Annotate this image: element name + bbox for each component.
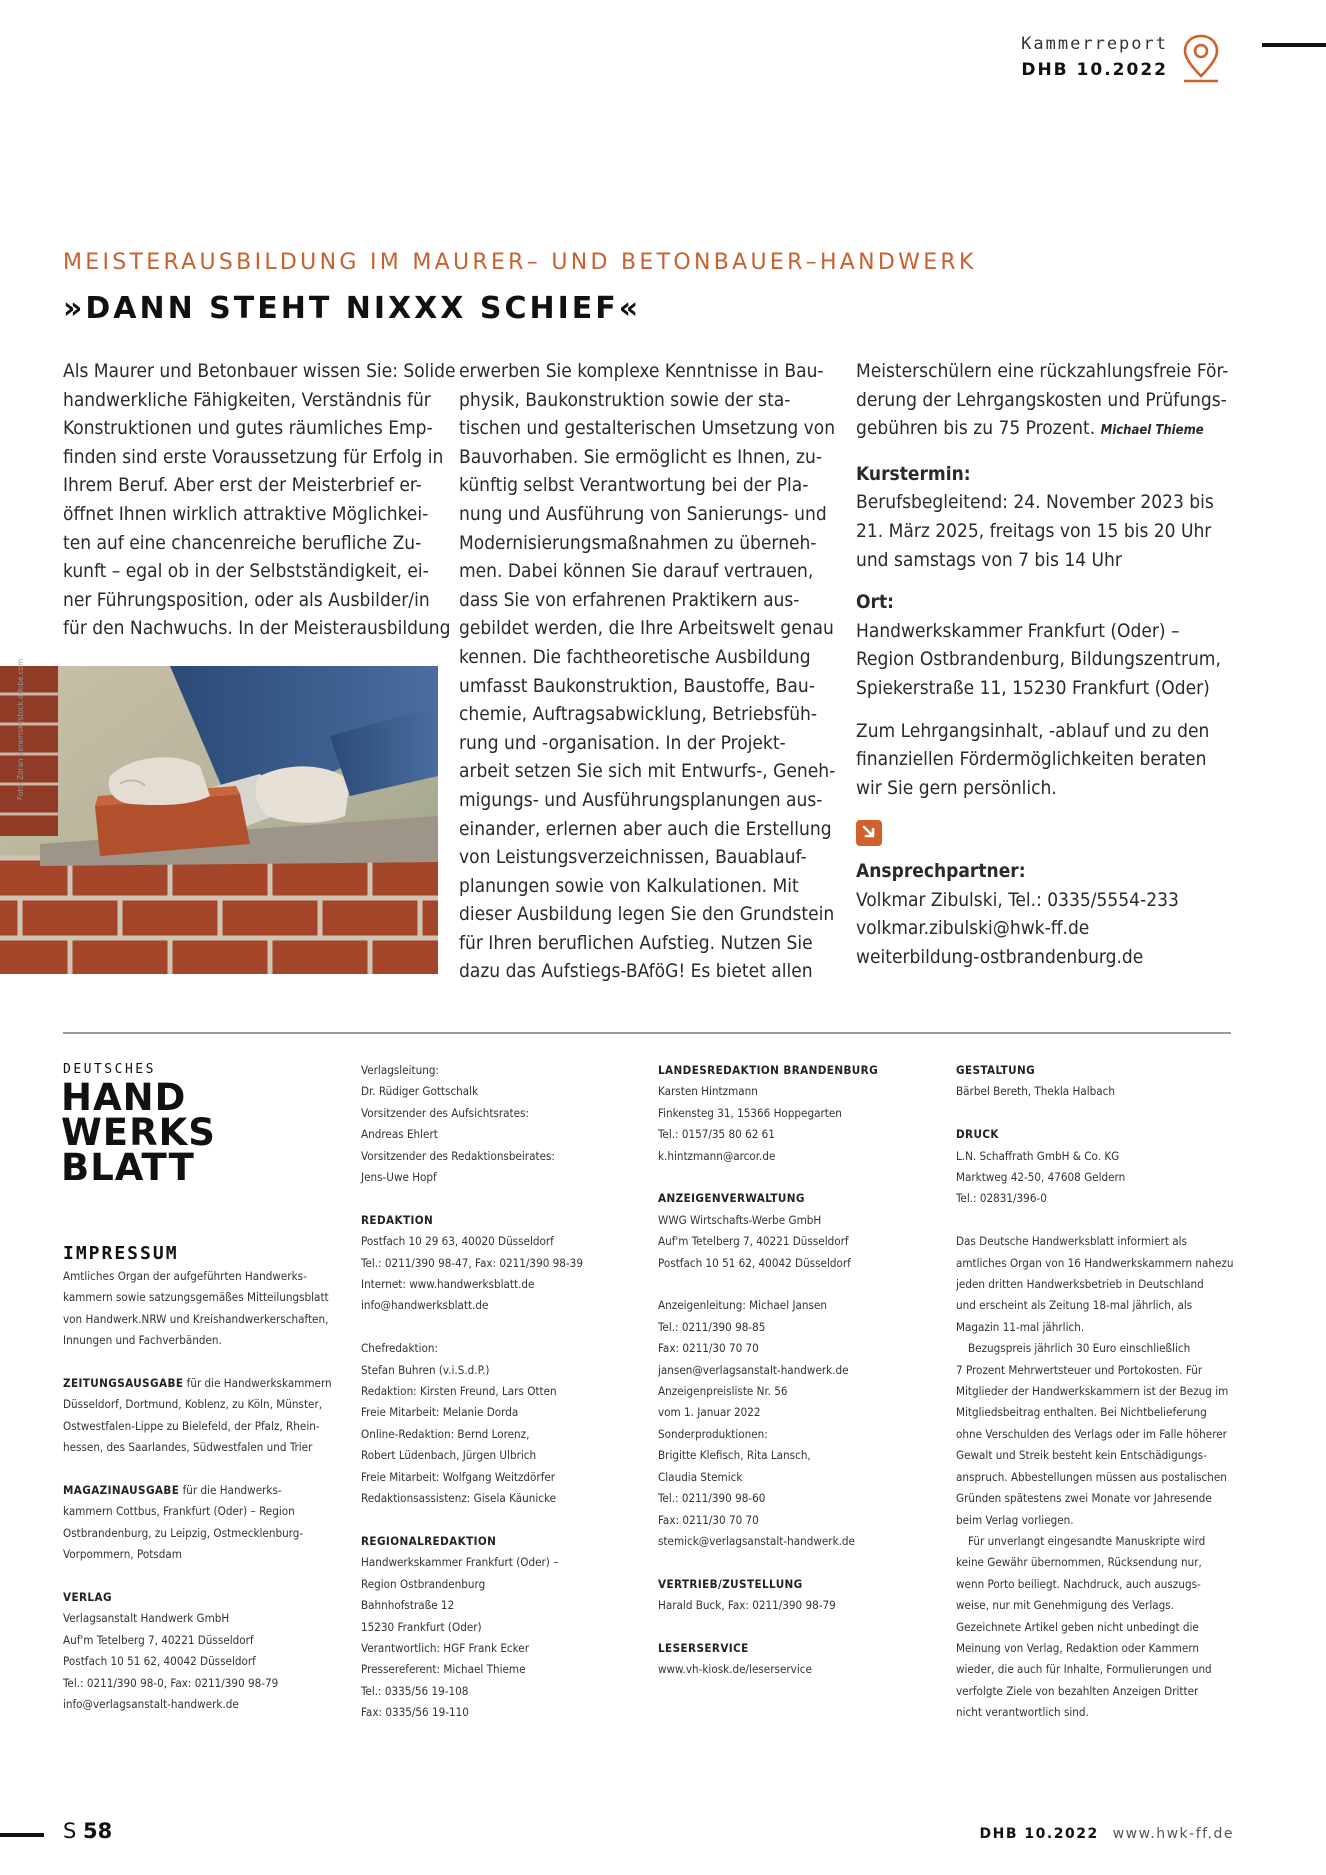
email-link[interactable]: stemick@verlagsanstalt-handwerk.de — [658, 1533, 855, 1548]
text-line: Harald Buck, Fax: 0211/390 98-79 — [658, 1598, 836, 1613]
text-line: Handwerkskammer Frankfurt (Oder) – — [856, 619, 1180, 642]
text-line: ohne Verschulden des Verlags oder im Falle höherer — [956, 1426, 1227, 1441]
footer-url[interactable]: www.hwk-ff.de — [1112, 1826, 1234, 1842]
text-line: Meinung von Verlag, Redaktion oder Kammern — [956, 1640, 1200, 1655]
text-line: wir Sie gern persönlich. — [856, 776, 1057, 799]
text-line: für den Nachwuchs. In der Meisterausbildung — [63, 617, 451, 640]
landesredaktion-heading: LANDESREDAKTION BRANDENBURG — [658, 1063, 879, 1077]
text-line: Postfach 10 29 63, 40020 Düsseldorf — [361, 1234, 554, 1249]
text-line: Magazin 11-mal jährlich. — [956, 1319, 1085, 1334]
impressum-column-2 — [361, 1060, 621, 1724]
text-line: und erscheint als Zeitung 18-mal jährlich, als — [956, 1298, 1193, 1313]
text-line: kunft – egal ob in der Selbstständigkeit, ei- — [63, 560, 429, 583]
logo-prefix: DEUTSCHES — [63, 1062, 156, 1077]
text-line: von Handwerk.NRW und Kreishandwerkerschaften, — [63, 1311, 329, 1326]
text-line: dazu das Aufstiegs-BAföG! Es bietet allen — [459, 960, 813, 983]
impressum-column-4 — [956, 1060, 1236, 1724]
leserservice-heading: LESERSERVICE — [658, 1640, 749, 1655]
text-line: Verlagsanstalt Handwerk GmbH — [63, 1611, 230, 1626]
text-line: Bauvorhaben. Sie ermöglicht es Ihnen, zu- — [459, 445, 823, 468]
text-line: Auf'm Tetelberg 7, 40221 Düsseldorf — [658, 1234, 849, 1249]
article-photo — [0, 658, 438, 974]
text-line: weise, nur mit Genehmigung des Verlags. — [956, 1598, 1174, 1613]
text-line — [63, 1373, 332, 1394]
text-line: Vorsitzender des Redaktionsbeirates: — [361, 1148, 555, 1163]
text-line — [856, 414, 1256, 446]
zeitung-heading: ZEITUNGSAUSGABE — [63, 1376, 184, 1391]
contact-label: Ansprechpartner: — [856, 859, 1026, 882]
text-line: wieder, die auch für Inhalte, Formulierungen und — [956, 1662, 1212, 1677]
magazin-heading: MAGAZINAUSGABE — [63, 1483, 180, 1498]
text-line: 21. März 2025, freitags von 15 bis 20 Uhr — [856, 519, 1212, 542]
text-line: Stefan Buhren (v.i.S.d.P.) — [361, 1362, 490, 1377]
text-line: keine Gewähr übernommen, Rücksendung nur, — [956, 1555, 1202, 1570]
text-line: Tel.: 0335/56 19-108 — [361, 1683, 469, 1698]
text-line: men. Dabei können Sie darauf vertrauen, — [459, 560, 814, 583]
text-line: Anzeigenpreisliste Nr. 56 — [658, 1384, 788, 1399]
kurstermin-label: Kurstermin: — [856, 462, 971, 485]
text-fragment: für die Handwerkskammern — [183, 1376, 332, 1391]
text-line: für Ihren beruflichen Aufstieg. Nutzen Sie — [459, 931, 813, 954]
article-column-3 — [856, 357, 1256, 971]
text-line: rung und -organisation. In der Projekt- — [459, 731, 786, 754]
arrow-right-box-icon — [856, 820, 882, 846]
text-line: anspruch. Abbestellungen müssen aus postalischen — [956, 1469, 1227, 1484]
text-line: Tel.: 02831/396-0 — [956, 1191, 1047, 1206]
page-number — [63, 1819, 112, 1843]
text-line: und samstags von 7 bis 14 Uhr — [856, 548, 1122, 571]
gestaltung-heading: GESTALTUNG — [956, 1063, 1036, 1077]
text-line: Redaktionsassistenz: Gisela Käunicke — [361, 1491, 556, 1506]
text-line: dass Sie von erfahrenen Praktikern aus- — [459, 588, 800, 611]
text-line: Ihrem Beruf. Aber erst der Meisterbrief er- — [63, 474, 422, 497]
page-prefix: S — [63, 1819, 77, 1843]
vertrieb-heading: VERTRIEB/ZUSTELLUNG — [658, 1576, 803, 1591]
text-line: Für unverlangt eingesandte Manuskripte wird — [968, 1533, 1206, 1548]
section-label: Kammerreport — [1021, 34, 1168, 54]
text-line — [63, 1480, 313, 1501]
text-line: einander, erlernen aber auch die Erstellung — [459, 817, 832, 840]
text-line: Gewalt und Streik besteht kein Entschädigungs- — [956, 1448, 1207, 1463]
text-line: Verlagsleitung: — [361, 1063, 439, 1077]
text-line: Tel.: 0211/390 98-47, Fax: 0211/390 98-39 — [361, 1255, 583, 1270]
contact-email[interactable]: volkmar.zibulski@hwk-ff.de — [856, 917, 1090, 940]
text-line: Mitgliedsbeitrag enthalten. Bei Nichtbelieferung — [956, 1405, 1207, 1420]
website-link[interactable]: Internet: www.handwerksblatt.de — [361, 1277, 535, 1292]
text-line: finden sind erste Voraussetzung für Erfolg in — [63, 445, 444, 468]
text-line: kennen. Die fachtheoretische Ausbildung — [459, 645, 811, 668]
text-line: gebildet werden, die Ihre Arbeitswelt genau — [459, 617, 834, 640]
regionalredaktion-heading: REGIONALREDAKTION — [361, 1533, 497, 1548]
text-line: Region Ostbrandenburg, Bildungszentrum, — [856, 648, 1221, 671]
text-line: Chefredaktion: — [361, 1341, 438, 1356]
text-line: Redaktion: Kirsten Freund, Lars Otten — [361, 1384, 557, 1399]
text-line: L.N. Schaffrath GmbH & Co. KG — [956, 1148, 1120, 1163]
photo-credit: Foto: Zoran Zeremski/stock.adobe.com — [16, 658, 25, 800]
text-line: nung und Ausführung von Sanierungs- und — [459, 502, 827, 525]
text-line: Verantwortlich: HGF Frank Ecker — [361, 1640, 529, 1655]
text-line: Andreas Ehlert — [361, 1127, 438, 1142]
text-line: 15230 Frankfurt (Oder) — [361, 1619, 482, 1634]
text-line: Amtliches Organ der aufgeführten Handwerks- — [63, 1269, 307, 1283]
text-line: jeden dritten Handwerksbetrieb in Deutschland — [956, 1277, 1204, 1292]
text-line: beim Verlag vorliegen. — [956, 1512, 1074, 1527]
text-line: Als Maurer und Betonbauer wissen Sie: Solide — [63, 360, 456, 382]
section-divider — [63, 1032, 1231, 1034]
text-line: dieser Ausbildung legen Sie den Grundstein — [459, 903, 835, 926]
website-link[interactable]: www.vh-kiosk.de/leserservice — [658, 1662, 812, 1677]
anzeigenverwaltung-heading: ANZEIGENVERWALTUNG — [658, 1191, 805, 1206]
text-fragment: gebühren bis zu 75 Prozent. — [856, 417, 1096, 440]
article-column-1 — [63, 357, 456, 643]
text-line: Bahnhofstraße 12 — [361, 1598, 455, 1613]
email-link[interactable]: info@handwerksblatt.de — [361, 1298, 489, 1313]
text-line: amtliches Organ von 16 Handwerkskammern nahezu — [956, 1255, 1234, 1270]
druck-heading: DRUCK — [956, 1127, 999, 1142]
text-line: Finkensteg 31, 15366 Hoppegarten — [658, 1105, 842, 1120]
page-number-value: 58 — [83, 1819, 113, 1843]
text-line: kammern sowie satzungsgemäßes Mitteilungsblatt — [63, 1290, 329, 1305]
ort-label: Ort: — [856, 591, 894, 614]
text-line: Konstruktionen und gutes räumliches Emp- — [63, 417, 433, 440]
redaktion-heading: REDAKTION — [361, 1212, 434, 1227]
impressum-title: IMPRESSUM — [63, 1243, 179, 1264]
text-line: Tel.: 0157/35 80 62 61 — [658, 1127, 775, 1142]
text-line: vom 1. Januar 2022 — [658, 1405, 761, 1420]
text-line: ner Führungsposition, oder als Ausbilder/in — [63, 588, 430, 611]
text-line: Claudia Stemick — [658, 1469, 743, 1484]
text-line: chemie, Auftragsabwicklung, Betriebsfüh- — [459, 703, 818, 726]
text-line: Zum Lehrgangsinhalt, -ablauf und zu den — [856, 719, 1210, 742]
text-line: Auf'm Tetelberg 7, 40221 Düsseldorf — [63, 1632, 254, 1647]
text-line: Mitglieder der Handwerkskammern ist der Bezug im — [956, 1384, 1229, 1399]
text-line: Ostwestfalen-Lippe zu Bielefeld, der Pfalz, Rhein- — [63, 1418, 320, 1433]
text-line: hessen, des Saarlandes, Südwestfalen und Trier — [63, 1440, 313, 1455]
text-line: öffnet Ihnen wirklich attraktive Möglichkei- — [63, 502, 429, 525]
text-line: verfolgte Ziele von bezahlten Anzeigen Dritter — [956, 1683, 1199, 1698]
text-line: Vorsitzender des Aufsichtsrates: — [361, 1105, 530, 1120]
text-line: künftig selbst Verantwortung bei der Pla- — [459, 474, 809, 497]
article-column-2 — [459, 357, 839, 986]
text-line: Postfach 10 51 62, 40042 Düsseldorf — [658, 1255, 851, 1270]
text-line: Fax: 0211/30 70 70 — [658, 1512, 759, 1527]
text-line: 7 Prozent Mehrwertsteuer und Portokosten. Für — [956, 1362, 1203, 1377]
text-line: Fax: 0335/56 19-110 — [361, 1705, 469, 1720]
text-line: Anzeigenleitung: Michael Jansen — [658, 1298, 827, 1313]
footer-rule — [0, 1833, 44, 1837]
text-line: Robert Lüdenbach, Jürgen Ulbrich — [361, 1448, 537, 1463]
text-line: Bezugspreis jährlich 30 Euro einschließlich — [968, 1341, 1191, 1356]
text-line: Modernisierungsmaßnahmen zu überneh- — [459, 531, 817, 554]
email-link[interactable]: jansen@verlagsanstalt-handwerk.de — [658, 1362, 849, 1377]
text-line: Spiekerstraße 11, 15230 Frankfurt (Oder) — [856, 676, 1210, 699]
article-headline: »DANN STEHT NIXXX SCHIEF« — [63, 291, 642, 326]
impressum-column-3 — [658, 1060, 918, 1681]
handwerksblatt-logo — [61, 1076, 216, 1189]
contact-line: Volkmar Zibulski, Tel.: 0335/5554-233 — [856, 888, 1179, 911]
verlag-heading: VERLAG — [63, 1590, 112, 1605]
article-kicker: MEISTERAUSBILDUNG IM MAURER– UND BETONBAUER–HANDWERK — [63, 250, 977, 275]
logo-line: HAND — [61, 1076, 187, 1119]
text-line: wenn Porto beiliegt. Nachdruck, auch auszugs- — [956, 1576, 1201, 1591]
logo-line: WERKS — [61, 1111, 216, 1154]
bricklayer-photo-illustration — [0, 658, 438, 974]
footer-issue: DHB 10.2022 — [979, 1826, 1099, 1842]
text-line: Tel.: 0211/390 98-60 — [658, 1491, 766, 1506]
text-line: erwerben Sie komplexe Kenntnisse in Bau- — [459, 360, 824, 382]
header-rule — [1262, 43, 1326, 47]
text-line: Düsseldorf, Dortmund, Koblenz, zu Köln, Münster, — [63, 1397, 323, 1412]
text-line: Jens-Uwe Hopf — [361, 1170, 437, 1185]
text-line: nicht verantwortlich sind. — [956, 1705, 1089, 1720]
text-line: Freie Mitarbeit: Melanie Dorda — [361, 1405, 519, 1420]
text-line: umfasst Baukonstruktion, Baustoffe, Bau- — [459, 674, 815, 697]
text-line: derung der Lehrgangskosten und Prüfungs- — [856, 388, 1227, 411]
text-line: Gezeichnete Artikel geben nicht unbedingt die — [956, 1619, 1199, 1634]
text-line: Online-Redaktion: Bernd Lorenz, — [361, 1426, 530, 1441]
text-line: finanziellen Fördermöglichkeiten beraten — [856, 748, 1207, 771]
location-pin-icon — [1176, 32, 1226, 84]
text-line: Postfach 10 51 62, 40042 Düsseldorf — [63, 1654, 256, 1669]
text-line: von Leistungsverzeichnissen, Bauablauf- — [459, 846, 807, 869]
text-line: Brigitte Klefisch, Rita Lansch, — [658, 1448, 811, 1463]
issue-label: DHB 10.2022 — [1021, 60, 1168, 80]
text-line: Meisterschülern eine rückzahlungsfreie För- — [856, 360, 1229, 382]
text-line: Ostbrandenburg, zu Leipzig, Ostmecklenburg- — [63, 1525, 304, 1540]
text-line: planungen sowie von Kalkulationen. Mit — [459, 874, 799, 897]
text-line: migungs- und Ausführungsplanungen aus- — [459, 788, 823, 811]
text-line: Bärbel Bereth, Thekla Halbach — [956, 1084, 1115, 1099]
text-line: ten auf eine chancenreiche berufliche Zu- — [63, 531, 422, 554]
text-line: tischen und gestalterischen Umsetzung von — [459, 417, 836, 440]
text-line: Gründen spätestens zwei Monate vor Jahresende — [956, 1491, 1212, 1506]
text-line: Freie Mitarbeit: Wolfgang Weitzdörfer — [361, 1469, 556, 1484]
text-line: handwerkliche Fähigkeiten, Verständnis für — [63, 388, 431, 411]
text-fragment: für die Handwerks- — [179, 1483, 282, 1498]
text-line: Tel.: 0211/390 98-85 — [658, 1319, 766, 1334]
text-line: Region Ostbrandenburg — [361, 1576, 486, 1591]
text-line: Tel.: 0211/390 98-0, Fax: 0211/390 98-79 — [63, 1675, 279, 1690]
logo-line: BLATT — [61, 1146, 195, 1189]
text-line: Marktweg 42-50, 47608 Geldern — [956, 1170, 1126, 1185]
text-line: physik, Baukonstruktion sowie der sta- — [459, 388, 791, 411]
author-byline: Michael Thieme — [1100, 423, 1204, 439]
text-line: Innungen und Fachverbänden. — [63, 1333, 222, 1348]
text-line: Sonderproduktionen: — [658, 1426, 768, 1441]
contact-website[interactable]: weiterbildung-ostbrandenburg.de — [856, 945, 1144, 968]
text-line: Berufsbegleitend: 24. November 2023 bis — [856, 491, 1214, 514]
text-line: Pressereferent: Michael Thieme — [361, 1662, 526, 1677]
text-line: Karsten Hintzmann — [658, 1084, 758, 1099]
text-line: Vorpommern, Potsdam — [63, 1547, 182, 1562]
email-link[interactable]: k.hintzmann@arcor.de — [658, 1148, 776, 1163]
text-line: kammern Cottbus, Frankfurt (Oder) – Region — [63, 1504, 295, 1519]
text-line: Das Deutsche Handwerksblatt informiert als — [956, 1234, 1187, 1249]
text-line: WWG Wirtschafts-Werbe GmbH — [658, 1212, 822, 1227]
email-link[interactable]: info@verlagsanstalt-handwerk.de — [63, 1697, 239, 1712]
impressum-column-1 — [63, 1266, 332, 1715]
text-line: Fax: 0211/30 70 70 — [658, 1341, 759, 1356]
text-line: arbeit setzen Sie sich mit Entwurfs-, Geneh- — [459, 760, 836, 783]
text-line: Handwerkskammer Frankfurt (Oder) – — [361, 1555, 559, 1570]
footer-info — [980, 1826, 1234, 1842]
text-line: Dr. Rüdiger Gottschalk — [361, 1084, 479, 1099]
